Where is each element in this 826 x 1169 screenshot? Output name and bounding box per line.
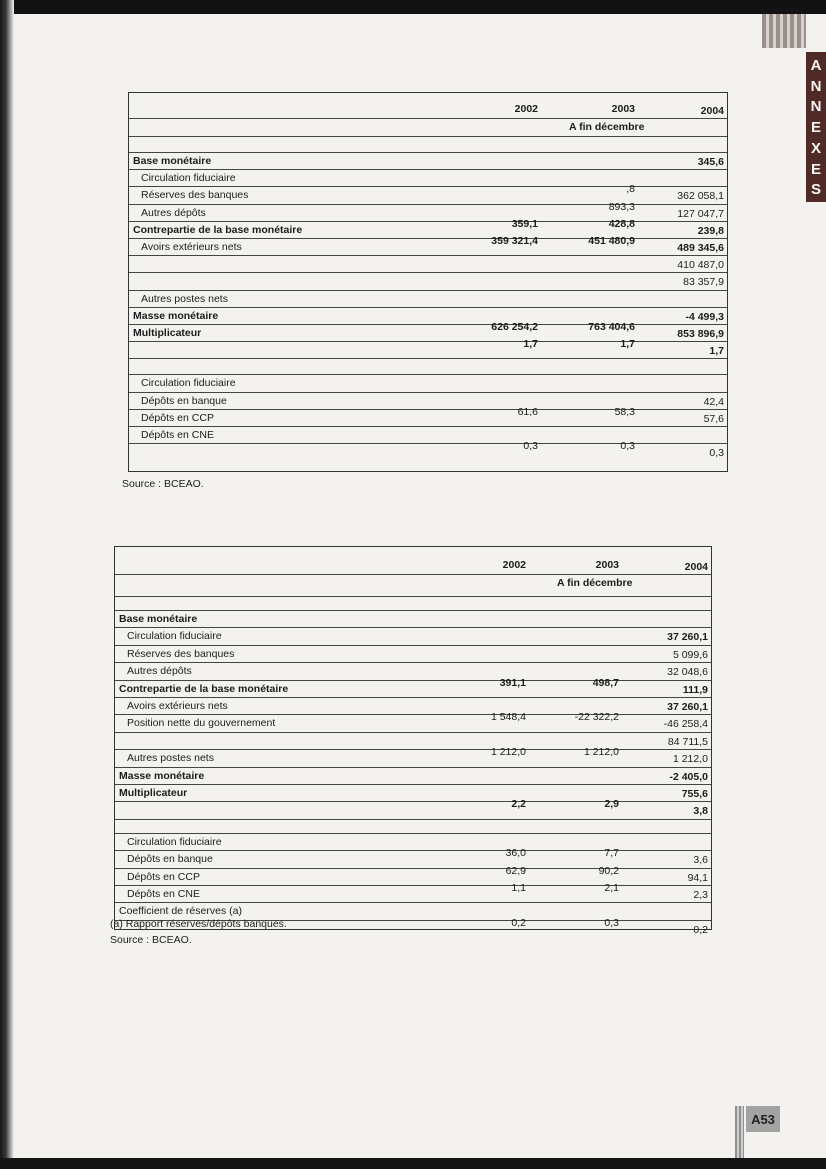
period-header: A fin décembre [569, 121, 645, 133]
value-cell: 0,2 [693, 923, 708, 936]
value-cell: -4 499,3 [685, 310, 724, 323]
page-badge-strip [735, 1106, 744, 1158]
table-row [129, 308, 727, 325]
value-cell: 1,7 [620, 338, 635, 351]
row-label: Circulation fiduciaire [141, 377, 236, 390]
value-cell: 498,7 [592, 676, 619, 689]
table-row [115, 676, 711, 698]
footnote-reserves: (a) Rapport réserves/dépôts banques. [110, 918, 287, 930]
value-cell: 42,4 [703, 395, 724, 408]
row-label: Coefficient de réserves (a) [119, 905, 242, 918]
table-row [129, 440, 727, 461]
table-row [115, 882, 711, 903]
value-cell: 84 711,5 [667, 735, 708, 748]
period-header-row [115, 575, 711, 597]
value-cell: 7,7 [604, 847, 619, 860]
table-row [129, 393, 727, 410]
value-cell: 0,2 [511, 916, 526, 929]
side-tab-letter: S [810, 181, 821, 199]
scan-top-edge [0, 0, 826, 14]
value-cell: 489 345,6 [677, 242, 724, 254]
value-cell: ,8 [626, 183, 635, 196]
value-cell: 1 212,0 [583, 746, 619, 759]
row-label: Circulation fiduciaire [127, 630, 222, 643]
table-row [115, 834, 711, 851]
value-cell: 83 357,9 [683, 276, 724, 289]
value-cell: 362 058,1 [677, 190, 724, 203]
table-row [129, 217, 727, 239]
value-cell: 239,8 [697, 224, 724, 237]
table-row [129, 235, 727, 256]
row-label: Masse monétaire [119, 769, 205, 782]
row-label: Multiplicateur [119, 787, 188, 799]
value-cell: 1 548,4 [490, 711, 526, 724]
value-cell: 111,9 [682, 683, 708, 696]
value-cell: 37 260,1 [667, 631, 708, 644]
table-row [129, 183, 727, 204]
value-cell: 451 480,9 [588, 235, 635, 247]
side-tab-letter: X [810, 139, 821, 157]
side-tab-letter: N [810, 77, 822, 95]
value-cell: 2,3 [693, 889, 708, 901]
spacer-row [129, 137, 727, 153]
row-label: Réserves des banques [141, 189, 249, 202]
table-row [129, 153, 727, 170]
value-cell: 90,2 [598, 864, 619, 877]
row-label: Dépôts en CCP [127, 870, 200, 883]
row-label: Dépôts en CNE [141, 429, 214, 441]
year-header: 2002 [514, 103, 538, 115]
value-cell: 36,0 [505, 847, 526, 860]
value-cell: -46 258,4 [663, 718, 708, 731]
value-cell: 391,1 [499, 676, 526, 689]
table-row [115, 628, 711, 645]
year-header: 2004 [684, 561, 708, 573]
spacer-row [129, 359, 727, 375]
value-cell: 763 404,6 [588, 321, 635, 333]
row-label: Base monétaire [133, 155, 212, 167]
table-row [115, 864, 711, 886]
value-cell: 1 212,0 [490, 746, 526, 759]
table-row [115, 663, 711, 680]
spacer-row [115, 597, 711, 611]
row-label: Avoirs extérieurs nets [127, 700, 228, 712]
table-row [129, 375, 727, 392]
row-label: Autres postes nets [141, 292, 228, 305]
value-cell: 428,8 [608, 217, 635, 230]
value-cell: 1,1 [511, 882, 526, 894]
value-cell: 127 047,7 [677, 207, 724, 220]
period-header: A fin décembre [557, 577, 633, 589]
value-cell: 345,6 [697, 156, 724, 168]
row-label: Réserves des banques [127, 647, 235, 660]
corner-stripes [762, 14, 806, 48]
row-label: Avoirs extérieurs nets [141, 241, 242, 253]
table-row [129, 338, 727, 359]
value-cell: 2,9 [604, 798, 619, 811]
value-cell: 0,3 [523, 440, 538, 453]
side-tab-letter: E [810, 119, 821, 137]
value-cell: 94,1 [687, 871, 708, 884]
row-label: Contrepartie de la base monétaire [133, 223, 303, 236]
row-label: Contrepartie de la base monétaire [119, 682, 289, 695]
table-row [115, 698, 711, 715]
value-cell: 359 321,4 [491, 235, 538, 247]
value-cell: 853 896,9 [677, 328, 724, 340]
year-header: 2003 [595, 559, 619, 571]
row-label: Multiplicateur [133, 327, 202, 339]
value-cell: 58,3 [614, 405, 635, 418]
row-label: Autres postes nets [127, 752, 214, 765]
annexes-side-tab [806, 52, 826, 202]
table-row [129, 256, 727, 273]
value-cell: 755,6 [681, 788, 708, 800]
side-tab-letter: A [810, 57, 822, 74]
value-cell: 62,9 [505, 864, 526, 877]
table-row [129, 200, 727, 222]
row-label: Dépôts en banque [141, 394, 227, 407]
row-label: Base monétaire [119, 613, 198, 625]
value-cell: 2,1 [604, 882, 619, 894]
row-label: Position nette du gouvernement [127, 717, 276, 730]
row-label: Circulation fiduciaire [127, 835, 222, 848]
value-cell: -22 322,2 [574, 711, 619, 724]
period-header-row [129, 119, 727, 137]
row-label: Dépôts en CCP [141, 411, 214, 424]
value-cell: 57,6 [703, 412, 724, 425]
value-cell: 893,3 [608, 200, 635, 213]
table-row [129, 273, 727, 290]
value-cell: 0,3 [620, 440, 635, 453]
table-row [115, 847, 711, 868]
value-cell: 61,6 [517, 405, 538, 418]
side-tab-letter: N [810, 98, 822, 116]
table-row [129, 291, 727, 308]
table-row [115, 711, 711, 732]
value-cell: 0,3 [709, 447, 724, 460]
year-header: 2002 [502, 559, 526, 571]
value-cell: 5 099,6 [672, 648, 708, 661]
value-cell: 3,6 [693, 854, 708, 867]
row-label: Dépôts en CNE [127, 888, 200, 900]
page-number: A53 [746, 1106, 780, 1132]
row-label: Circulation fiduciaire [141, 172, 236, 185]
side-tab-letter: E [810, 160, 821, 178]
table-row [129, 170, 727, 187]
table-row [115, 798, 711, 819]
value-cell: 410 487,0 [677, 259, 724, 272]
source-note-2: Source : BCEAO. [110, 934, 192, 946]
table-row [115, 646, 711, 663]
row-label: Autres dépôts [141, 206, 206, 219]
table-row [129, 321, 727, 342]
year-header: 2004 [700, 105, 724, 117]
table-row [115, 785, 711, 802]
value-cell: 0,3 [604, 916, 619, 929]
value-cell: 1,7 [709, 345, 724, 358]
monetary-table-1 [128, 92, 728, 472]
table-row [129, 427, 727, 444]
table-row [115, 733, 711, 750]
value-cell: 37 260,1 [667, 701, 708, 713]
value-cell: 626 254,2 [491, 321, 538, 333]
table-row [115, 746, 711, 767]
year-header: 2003 [611, 103, 635, 115]
table-row [115, 768, 711, 785]
row-label: Masse monétaire [133, 309, 219, 322]
value-cell: 359,1 [511, 217, 538, 230]
monetary-table-2 [114, 546, 712, 936]
year-header-row [129, 93, 727, 119]
table-row [115, 611, 711, 628]
value-cell: 3,8 [693, 805, 708, 818]
spacer-row [115, 820, 711, 834]
row-label: Dépôts en banque [127, 853, 213, 866]
year-header-row [115, 547, 711, 575]
row-label: Autres dépôts [127, 665, 192, 678]
value-cell: -2 405,0 [669, 770, 708, 783]
source-note-1: Source : BCEAO. [122, 478, 204, 490]
table-row [129, 405, 727, 427]
scan-left-edge [0, 0, 14, 1169]
scan-bottom-edge [0, 1158, 826, 1169]
value-cell: 32 048,6 [667, 666, 708, 679]
value-cell: 2,2 [511, 798, 526, 811]
value-cell: 1,7 [523, 338, 538, 351]
value-cell: 1 212,0 [672, 753, 708, 766]
